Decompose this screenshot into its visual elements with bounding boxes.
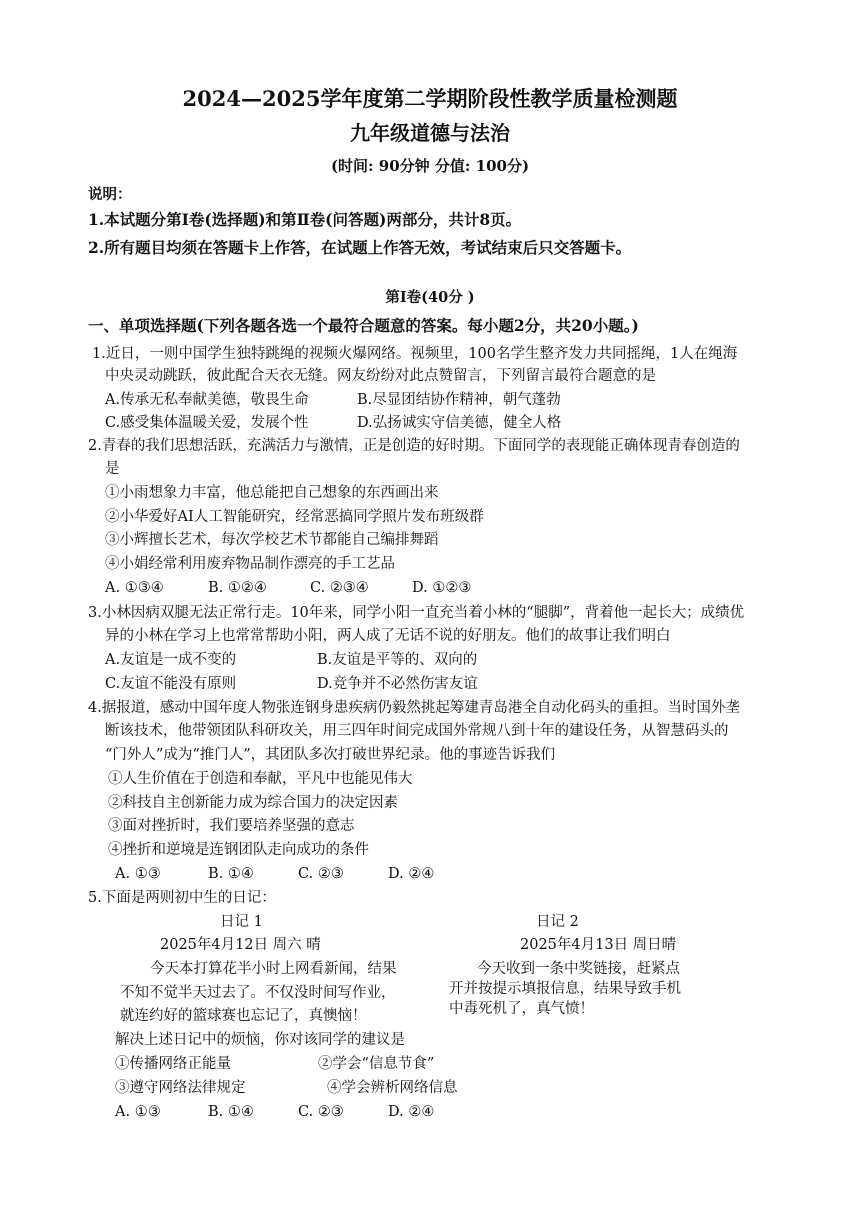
- q4-stem-line-3: “门外人”成为“推门人”，其团队多次打破世界纪录。他的事迹告诉我们: [105, 747, 556, 763]
- q2-item-2: ②小华爱好AI人工智能研究，经常恶搞同学照片发布班级群: [105, 509, 484, 525]
- exam-title: 2024—2025学年度第二学期阶段性教学质量检测题: [182, 86, 678, 111]
- section-title: 第Ⅰ卷(40分 ): [385, 289, 475, 306]
- diary-1-line-2: 不知不觉半天过去了。不仅没时间写作业，: [120, 985, 396, 1001]
- q2-item-3: ③小辉擅长艺术，每次学校艺术节都能自己编排舞蹈: [105, 532, 439, 548]
- q2-option-c: C. ②③④: [310, 580, 369, 596]
- q1-option-c: C.感受集体温暖关爱，发展个性: [105, 415, 309, 431]
- q5-item-2: ②学会“信息节食”: [318, 1056, 435, 1072]
- q4-stem-line-1: 4.据报道，感动中国年度人物张连钢身患疾病仍毅然挑起筹建青岛港全自动化码头的重担。当时国外垄: [88, 700, 740, 716]
- q3-option-c: C.友谊不能没有原则: [105, 676, 237, 692]
- diary-2-date: 2025年4月13日 周日晴: [520, 937, 677, 953]
- q5-question: 解决上述日记中的烦恼，你对该同学的建议是: [115, 1032, 405, 1048]
- q2-option-a: A. ①③④: [105, 580, 164, 596]
- q5-option-b: B. ①④: [208, 1104, 254, 1120]
- q2-option-b: B. ①②④: [208, 580, 267, 596]
- diary-1-line-1: 今天本打算花半小时上网看新闻，结果: [150, 961, 397, 977]
- note-item-2: 2.所有题目均须在答题卡上作答，在试题上作答无效，考试结束后只交答题卡。: [88, 238, 632, 257]
- diary-1-line-3: 就连约好的篮球赛也忘记了，真懊恼！: [120, 1008, 367, 1024]
- q5-option-d: D. ②④: [388, 1104, 435, 1120]
- q2-item-1: ①小雨想象力丰富，他总能把自己想象的东西画出来: [105, 485, 439, 501]
- q4-item-2: ②科技自主创新能力成为综合国力的决定因素: [108, 795, 398, 811]
- exam-subject: 九年级道德与法治: [350, 121, 510, 145]
- q2-item-4: ④小娟经常利用废弃物品制作漂亮的手工艺品: [105, 556, 395, 572]
- q2-stem-line-1: 2.青春的我们思想活跃，充满活力与激情，正是创造的好时期。下面同学的表现能正确体现青春创造的: [88, 438, 740, 454]
- q4-item-1: ①人生价值在于创造和奉献，平凡中也能见伟大: [108, 771, 413, 787]
- q4-item-3: ③面对挫折时，我们要培养坚强的意志: [108, 818, 355, 834]
- q2-stem-line-2: 是: [105, 461, 120, 477]
- q1-option-b: B.尽显团结协作精神，朝气蓬勃: [357, 392, 561, 408]
- q3-option-b: B.友谊是平等的、双向的: [317, 652, 478, 668]
- diary-2-line-2: 开并按提示填报信息，结果导致手机: [449, 981, 681, 997]
- q4-option-a: A. ①③: [115, 866, 161, 882]
- q1-stem-line-2: 中央灵动跳跃，彼此配合天衣无缝。网友纷纷对此点赞留言，下列留言最符合题意的是: [105, 368, 656, 384]
- q1-option-d: D.弘扬诚实守信美德，健全人格: [357, 415, 562, 431]
- q5-item-3: ③遵守网络法律规定: [115, 1080, 246, 1096]
- note-item-1: 1.本试题分第Ⅰ卷(选择题)和第Ⅱ卷(问答题)两部分，共计8页。: [88, 210, 522, 229]
- q4-option-d: D. ②④: [388, 866, 435, 882]
- q1-option-a: A.传承无私奉献美德，敬畏生命: [105, 392, 309, 408]
- diary-2-title: 日记 2: [536, 914, 579, 930]
- diary-1-title: 日记 1: [220, 914, 263, 930]
- diary-2-line-3: 中毒死机了，真气愤！: [449, 1001, 594, 1017]
- q1-stem-line-1: 1.近日，一则中国学生独特跳绳的视频火爆网络。视频里，100名学生整齐发力共同摇绳，1人在绳海: [92, 346, 738, 362]
- q4-option-c: C. ②③: [298, 866, 344, 882]
- q4-item-4: ④挫折和逆境是连钢团队走向成功的条件: [108, 842, 369, 858]
- notes-heading: 说明：: [88, 186, 132, 203]
- part-heading: 一、单项选择题(下列各题各选一个最符合题意的答案。每小题2分，共20小题。): [88, 316, 639, 335]
- q5-option-c: C. ②③: [298, 1104, 344, 1120]
- diary-1-date: 2025年4月12日 周六 晴: [160, 937, 321, 953]
- q3-option-a: A.友谊是一成不变的: [105, 652, 237, 668]
- diary-2-line-1: 今天收到一条中奖链接，赶紧点: [477, 961, 680, 977]
- q3-option-d: D.竞争并不必然伤害友谊: [317, 676, 478, 692]
- q4-option-b: B. ①④: [208, 866, 254, 882]
- q5-item-4: ④学会辨析网络信息: [327, 1080, 458, 1096]
- q5-item-1: ①传播网络正能量: [115, 1056, 231, 1072]
- exam-meta: (时间: 90分钟 分值: 100分): [330, 157, 530, 175]
- q4-stem-line-2: 断该技术，他带领团队科研攻关，用三四年时间完成国外常规八到十年的建设任务，从智慧码头的: [105, 723, 729, 739]
- q5-option-a: A. ①③: [115, 1104, 161, 1120]
- q3-stem-line-2: 异的小林在学习上也常常帮助小阳，两人成了无话不说的好朋友。他们的故事让我们明白: [105, 628, 671, 644]
- q2-option-d: D. ①②③: [412, 580, 472, 596]
- q5-stem: 5.下面是两则初中生的日记：: [88, 890, 276, 906]
- q3-stem-line-1: 3.小林因病双腿无法正常行走。10年来，同学小阳一直充当着小林的“腿脚”，背着他一起长大；成绩优: [88, 605, 745, 621]
